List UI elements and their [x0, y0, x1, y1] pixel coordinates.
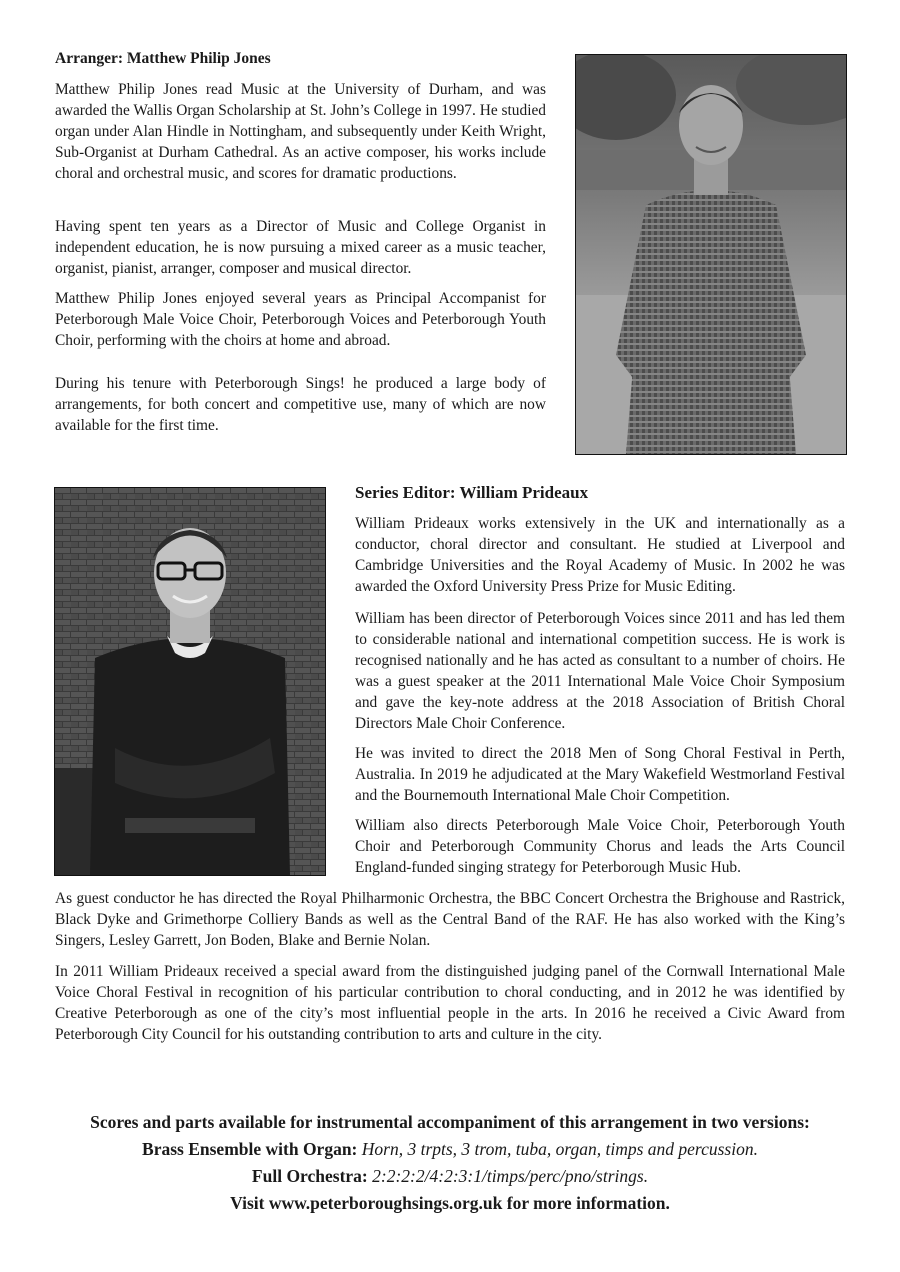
editor-paragraph-4: William also directs Peterborough Male Voice Choir, Peterborough Youth Choir and Peterborough Community Chorus and leads the Arts Council England-funded singing strategy for Peterborough Music Hub.	[355, 817, 845, 876]
editor-photo	[54, 487, 326, 876]
editor-paragraph-6: In 2011 William Prideaux received a special award from the distinguished judging panel of the Cornwall International Male Voice Choral Festival in recognition of his particular contribution to choral conducting, and in 2012 he was identified by Creative Peterborough as one of the city’s most influential people in the arts. In 2016 he received a Civic Award from Peterborough City Council for his outstanding contribution to arts and culture in the city.	[55, 963, 845, 1043]
footer-orchestra-line	[0, 1163, 900, 1190]
brass-detail: Horn, 3 trpts, 3 trom, tuba, organ, timps and percussion.	[361, 1139, 758, 1159]
arranger-paragraph-3: Matthew Philip Jones enjoyed several years as Principal Accompanist for Peterborough Male Voice Choir, Peterborough Voices and Peterborough Youth Choir, performing with the choirs at home and abroad.	[55, 290, 546, 349]
arranger-paragraph-2: Having spent ten years as a Director of Music and College Organist in independent education, he is now pursuing a mixed career as a music teacher, organist, pianist, arranger, composer and musical director.	[55, 218, 546, 277]
arranger-heading: Arranger: Matthew Philip Jones	[55, 50, 271, 67]
arranger-photo	[575, 54, 847, 455]
brass-label: Brass Ensemble with Organ:	[142, 1139, 358, 1159]
footer-brass-line	[0, 1136, 900, 1163]
editor-paragraph-2: William has been director of Peterborough Voices since 2011 and has led them to considerable national and international competition success. He is work is recognised nationally and he has acted as consultant to a number of choirs. He was a guest speaker at the 2011 International Male Voice Choir Symposium and gave the key-note address at the 2018 Association of British Choral Directors Male Choir Conference.	[355, 610, 845, 732]
footer-visit-line: Visit www.peterboroughsings.org.uk for more information.	[230, 1193, 670, 1213]
orchestra-label: Full Orchestra:	[251, 1166, 368, 1186]
editor-paragraph-5: As guest conductor he has directed the Royal Philharmonic Orchestra, the BBC Concert Orchestra the Brighouse and Rastrick, Black Dyke and Grimethorpe Colliery Bands as well as the Central Band of the RAF. He has also worked with the King’s Singers, Lesley Garrett, Jon Boden, Blake and Bernie Nolan.	[55, 890, 845, 949]
arranger-photo-image	[576, 55, 846, 454]
editor-photo-image	[55, 488, 325, 875]
editor-paragraph-3: He was invited to direct the 2018 Men of Song Choral Festival in Perth, Australia. In 2019 he adjudicated at the Mary Wakefield Westmorland Festival and the Bournemouth International Male Choir Competition.	[355, 745, 845, 804]
editor-heading: Series Editor: William Prideaux	[355, 483, 589, 502]
editor-paragraph-1: William Prideaux works extensively in the UK and internationally as a conductor, choral director and consultant. He studied at Liverpool and Cambridge Universities and the Royal Academy of Music. In 2002 he was awarded the Oxford University Press Prize for Music Editing.	[355, 515, 845, 595]
arranger-paragraph-1: Matthew Philip Jones read Music at the University of Durham, and was awarded the Wallis Organ Scholarship at St. John’s College in 1997. He studied organ under Alan Hindle in Nottingham, and subsequently under Keith Wright, Sub-Organist at Durham Cathedral. As an active composer, his works include choral and orchestral music, and scores for dramatic productions.	[55, 81, 546, 182]
orchestra-detail: 2:2:2:2/4:2:3:1/timps/perc/pno/strings.	[372, 1166, 649, 1186]
footer-availability-line: Scores and parts available for instrumental accompaniment of this arrangement in two versions:	[90, 1112, 810, 1132]
arranger-paragraph-4: During his tenure with Peterborough Sings! he produced a large body of arrangements, for both concert and competitive use, many of which are now available for the first time.	[55, 375, 546, 434]
footer	[0, 1109, 900, 1217]
